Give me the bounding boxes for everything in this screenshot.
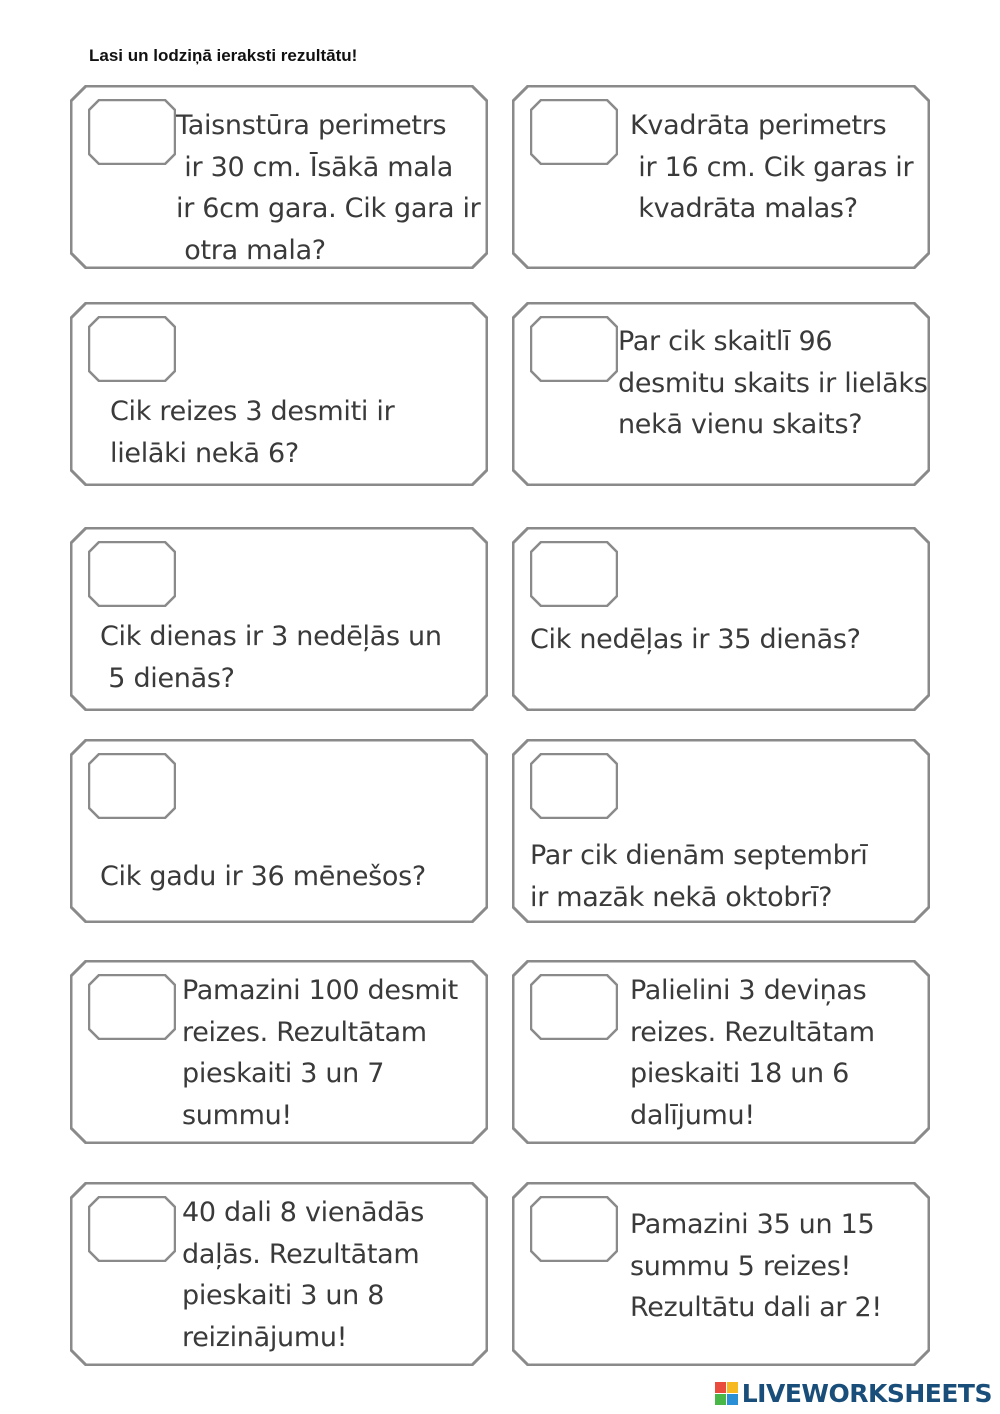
question-text: Cik reizes 3 desmiti ir lielāki nekā 6? bbox=[110, 396, 395, 469]
answer-box[interactable] bbox=[530, 753, 618, 819]
answer-box[interactable] bbox=[530, 974, 618, 1040]
answer-box[interactable] bbox=[88, 316, 176, 382]
task-card bbox=[70, 85, 488, 269]
logo-square bbox=[715, 1382, 726, 1393]
question-text: Cik gadu ir 36 mēnešos? bbox=[100, 861, 426, 892]
logo-square bbox=[715, 1394, 726, 1405]
answer-box[interactable] bbox=[530, 316, 618, 382]
task-card bbox=[512, 85, 930, 269]
answer-box[interactable] bbox=[88, 1196, 176, 1262]
answer-box[interactable] bbox=[88, 974, 176, 1040]
task-card bbox=[512, 302, 930, 486]
question-text: Pamazini 100 desmit reizes. Rezultātam pieskaiti 3 un 7 summu! bbox=[182, 975, 458, 1131]
question-text: Kvadrāta perimetrs ir 16 cm. Cik garas ir kvadrāta malas? bbox=[630, 110, 914, 224]
question-text: Taisnstūra perimetrs ir 30 cm. Īsākā mala ir 6cm gara. Cik gara ir otra mala? bbox=[176, 110, 481, 266]
task-card bbox=[70, 302, 488, 486]
answer-box[interactable] bbox=[88, 99, 176, 165]
task-card bbox=[70, 739, 488, 923]
liveworksheets-logo-icon bbox=[715, 1382, 738, 1405]
task-card bbox=[512, 739, 930, 923]
task-card bbox=[512, 527, 930, 711]
question-text: Par cik dienām septembrī ir mazāk nekā oktobrī? bbox=[530, 840, 868, 913]
logo-square bbox=[727, 1382, 738, 1393]
answer-box[interactable] bbox=[88, 541, 176, 607]
task-card bbox=[70, 527, 488, 711]
question-text: Pamazini 35 un 15 summu 5 reizes! Rezultātu dali ar 2! bbox=[630, 1209, 882, 1323]
task-card bbox=[512, 960, 930, 1144]
task-card bbox=[70, 960, 488, 1144]
question-text: Cik nedēļas ir 35 dienās? bbox=[530, 624, 861, 655]
question-text: 40 dali 8 vienādās daļās. Rezultātam pieskaiti 3 un 8 reizinājumu! bbox=[182, 1197, 425, 1353]
question-text: Par cik skaitlī 96 desmitu skaits ir lielāks nekā vienu skaits? bbox=[618, 326, 928, 440]
logo-square bbox=[727, 1394, 738, 1405]
task-card bbox=[70, 1182, 488, 1366]
question-text: Palielini 3 deviņas reizes. Rezultātam pieskaiti 18 un 6 dalījumu! bbox=[630, 975, 875, 1131]
answer-box[interactable] bbox=[530, 541, 618, 607]
instruction-heading: Lasi un lodziņā ieraksti rezultātu! bbox=[89, 46, 358, 65]
task-card bbox=[512, 1182, 930, 1366]
answer-box[interactable] bbox=[530, 99, 618, 165]
question-text: Cik dienas ir 3 nedēļās un 5 dienās? bbox=[100, 621, 442, 694]
answer-box[interactable] bbox=[88, 753, 176, 819]
answer-box[interactable] bbox=[530, 1196, 618, 1262]
liveworksheets-logo[interactable] bbox=[715, 1378, 992, 1408]
logo-text: LIVEWORKSHEETS bbox=[741, 1378, 992, 1408]
